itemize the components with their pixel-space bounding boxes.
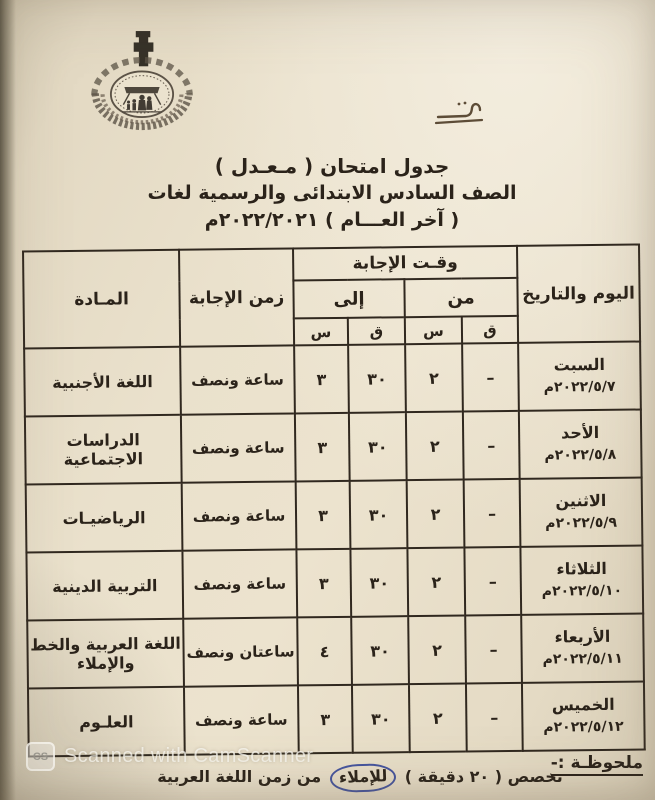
- header-answer-time: وقـت الإجابة: [293, 246, 517, 281]
- from-minutes-cell: –: [464, 547, 521, 616]
- table-row-saturday: [24, 342, 641, 417]
- day-date-cell: [522, 681, 645, 750]
- from-hours-cell: ٢: [405, 344, 463, 413]
- to-minutes-cell: ٣٠: [351, 616, 409, 685]
- day-date-cell: [521, 613, 644, 682]
- note-text-before: تخصص ( ٢٠ دقيقة ): [404, 767, 563, 786]
- document-title-block: [124, 152, 540, 234]
- header-from: من: [404, 278, 517, 317]
- subject-cell: اللغة الأجنبية: [24, 347, 181, 417]
- from-hours-cell: ٢: [406, 412, 464, 481]
- header-from-hours: س: [405, 317, 462, 345]
- camscanner-watermark: [26, 742, 313, 771]
- day-date-cell: [519, 410, 642, 479]
- table-row-sunday: [25, 410, 642, 485]
- education-directorate-emblem-icon: [84, 30, 200, 142]
- table-row-wednesday: [27, 613, 644, 688]
- exam-schedule-title: جدول امتحان ( مـعـدل ): [214, 154, 450, 178]
- from-minutes-cell: –: [464, 479, 521, 548]
- from-minutes-cell: –: [466, 683, 523, 752]
- subject-cell: التربية الدينية: [26, 551, 183, 621]
- day-date-cell: [518, 342, 641, 411]
- day-name: الاثنين: [555, 490, 607, 511]
- schedule-table-wrapper: [22, 243, 648, 757]
- header-from-minutes: ق: [462, 316, 518, 344]
- to-minutes-cell: ٣٠: [352, 684, 410, 753]
- day-name: السبت: [553, 354, 606, 375]
- day-date: ٢٠٢٢/٥/١٢م: [543, 718, 624, 736]
- day-name: الثلاثاء: [556, 558, 607, 579]
- note-text-after: من زمن اللغة العربية: [157, 767, 322, 786]
- day-date: ٢٠٢٢/٥/٩م: [545, 514, 618, 532]
- to-hours-cell: ٤: [297, 617, 352, 686]
- grade-title: الصف السادس الابتدائى والرسمية لغات: [147, 182, 517, 204]
- subject-cell: اللغة العربية والخط والإملاء: [27, 619, 184, 689]
- exam-schedule-table: [22, 244, 646, 758]
- to-hours-cell: ٣: [296, 481, 351, 550]
- day-date: ٢٠٢٢/٥/١٠م: [541, 582, 623, 600]
- day-date-cell: [520, 545, 643, 614]
- from-hours-cell: ٢: [407, 480, 465, 549]
- from-hours-cell: ٢: [409, 684, 467, 753]
- subject-cell: الرياضيـات: [26, 483, 183, 553]
- from-minutes-cell: –: [462, 343, 519, 412]
- to-hours-cell: ٣: [294, 345, 349, 414]
- day-date: ٢٠٢٢/٥/٧م: [543, 378, 616, 396]
- day-name: الأربعاء: [554, 626, 611, 647]
- subject-cell: العلـوم: [28, 687, 185, 757]
- header-to: إلى: [293, 279, 404, 318]
- header-subject: المـادة: [23, 250, 180, 349]
- header-day-date: اليوم والتاريخ: [517, 245, 640, 343]
- day-date: ٢٠٢٢/٥/٨م: [544, 446, 617, 464]
- note-label: ملحوظـة :-: [551, 753, 643, 776]
- day-date: ٢٠٢٢/٥/١١م: [542, 650, 623, 668]
- from-hours-cell: ٢: [407, 548, 465, 617]
- from-minutes-cell: –: [463, 411, 520, 480]
- term-year-title: ( آخر العـــام ) ٢٠٢٢/٢٠٢١م: [204, 209, 460, 231]
- to-hours-cell: ٣: [295, 413, 350, 482]
- header-duration: زمن الإجابة: [179, 248, 294, 346]
- duration-cell: ساعتان ونصف: [183, 617, 298, 686]
- duration-cell: ساعة ونصف: [184, 685, 299, 754]
- day-name: الخميس: [551, 694, 615, 715]
- to-minutes-cell: ٣٠: [349, 412, 407, 481]
- table-row-monday: [26, 478, 643, 553]
- duration-cell: ساعة ونصف: [181, 413, 296, 482]
- header-to-minutes: ق: [348, 317, 405, 345]
- to-hours-cell: ٣: [298, 685, 353, 754]
- camscanner-watermark-text: Scanned with CamScanner: [64, 745, 314, 767]
- to-hours-cell: ٣: [296, 549, 351, 618]
- table-row-tuesday: [26, 545, 643, 620]
- from-hours-cell: ٢: [408, 616, 466, 685]
- day-name: الأحد: [560, 422, 600, 443]
- subject-cell: الدراسات الاجتماعية: [25, 415, 182, 485]
- duration-cell: ساعة ونصف: [182, 549, 297, 618]
- duration-cell: ساعة ونصف: [182, 481, 297, 550]
- handwritten-mark: [426, 98, 490, 134]
- to-minutes-cell: ٣٠: [348, 344, 406, 413]
- header-to-hours: س: [294, 318, 348, 346]
- to-minutes-cell: ٣٠: [350, 480, 408, 549]
- camscanner-badge-icon: CS: [26, 742, 55, 771]
- duration-cell: ساعة ونصف: [180, 345, 295, 414]
- to-minutes-cell: ٣٠: [350, 548, 408, 617]
- from-minutes-cell: –: [465, 615, 522, 684]
- note-circled-word: للإملاء: [329, 763, 396, 793]
- day-date-cell: [520, 478, 643, 547]
